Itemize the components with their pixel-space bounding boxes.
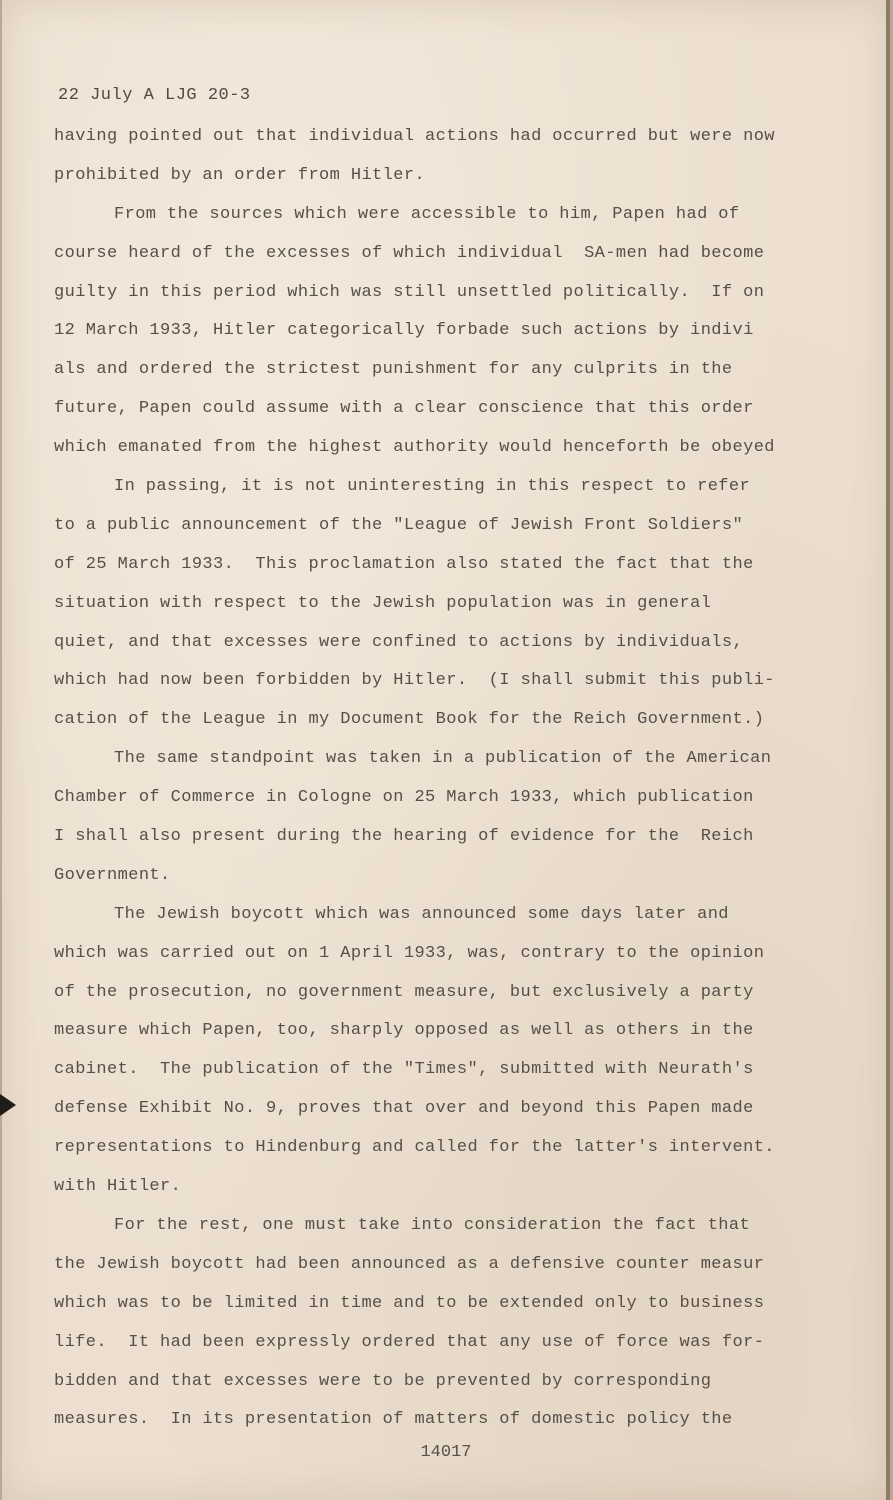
document-body: [54, 118, 846, 1440]
text-line: having pointed out that individual actions had occurred but were now: [54, 127, 775, 146]
text-line: prohibited by an order from Hitler.: [54, 165, 426, 185]
text-line: future, Papen could assume with a clear conscience that this order: [54, 399, 754, 419]
text-line: life. It had been expressly ordered that any use of force was for-: [54, 1332, 765, 1352]
text-line: cabinet. The publication of the "Times", submitted with Neurath's: [54, 1060, 754, 1080]
text-line: From the sources which were accessible to him, Papen had of: [114, 204, 740, 224]
text-line: to a public announcement of the "League of Jewish Front Soldiers": [54, 515, 744, 535]
text-line: Government.: [54, 865, 171, 885]
text-line: of the prosecution, no government measure, but exclusively a party: [54, 982, 754, 1002]
text-line: measures. In its presentation of matters of domestic policy the: [54, 1410, 733, 1430]
text-line: For the rest, one must take into consideration the fact that: [114, 1215, 751, 1235]
text-line: guilty in this period which was still unsettled politically. If on: [54, 282, 765, 302]
text-line: representations to Hindenburg and called for the latter's intervent.: [54, 1138, 775, 1158]
text-line: with Hitler.: [54, 1177, 182, 1197]
text-line: defense Exhibit No. 9, proves that over and beyond this Papen made: [54, 1099, 754, 1119]
text-line: I shall also present during the hearing of evidence for the Reich: [54, 827, 754, 847]
binding-punch-mark: [0, 1094, 16, 1116]
document-page: [2, 0, 890, 1500]
text-line: 12 March 1933, Hitler categorically forbade such actions by indivi: [54, 321, 754, 341]
text-line: which emanated from the highest authority would henceforth be obeyed: [54, 438, 775, 458]
text-line: measure which Papen, too, sharply opposed as well as others in the: [54, 1021, 754, 1041]
text-line: The same standpoint was taken in a publication of the American: [114, 749, 772, 769]
page-edge: [886, 0, 890, 1500]
text-line: which was carried out on 1 April 1933, was, contrary to the opinion: [54, 943, 765, 963]
text-line: In passing, it is not uninteresting in this respect to refer: [114, 477, 751, 497]
document-header: 22 July A LJG 20-3: [58, 86, 251, 105]
text-line: bidden and that excesses were to be prevented by corresponding: [54, 1371, 712, 1391]
text-line: which had now been forbidden by Hitler. (I shall submit this publi-: [54, 671, 775, 691]
page-number: 14017: [420, 1443, 472, 1462]
text-line: quiet, and that excesses were confined to actions by individuals,: [54, 632, 744, 652]
text-line: course heard of the excesses of which individual SA-men had become: [54, 243, 765, 263]
text-line: cation of the League in my Document Book for the Reich Government.): [54, 710, 765, 730]
text-line: als and ordered the strictest punishment for any culprits in the: [54, 360, 733, 380]
text-line: the Jewish boycott had been announced as a defensive counter measur: [54, 1254, 765, 1274]
text-line: of 25 March 1933. This proclamation also stated the fact that the: [54, 554, 754, 574]
text-line: situation with respect to the Jewish population was in general: [54, 593, 712, 613]
text-line: The Jewish boycott which was announced some days later and: [114, 904, 729, 924]
text-line: which was to be limited in time and to be extended only to business: [54, 1293, 765, 1313]
text-line: Chamber of Commerce in Cologne on 25 March 1933, which publication: [54, 788, 754, 808]
